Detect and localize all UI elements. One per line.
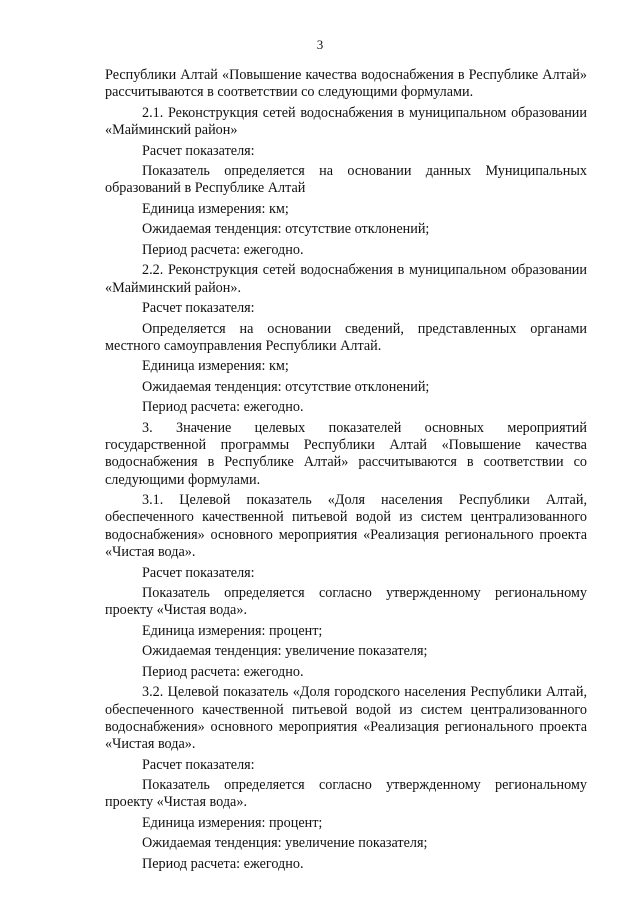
- paragraph: Единица измерения: км;: [142, 358, 289, 375]
- paragraph: Единица измерения: процент;: [142, 622, 323, 639]
- paragraph: Показатель определяется согласно утвержденному региональному проекту «Чистая вода».: [105, 777, 587, 811]
- paragraph: 3.1. Целевой показатель «Доля населения Республики Алтай, обеспеченного качественной питьевой водой из систем централизованного водоснабжения» основного мероприятия «Реализация регионального проекта «Чистая вода».: [105, 492, 587, 561]
- paragraph: Расчет показателя:: [142, 756, 255, 773]
- paragraph: 3.2. Целевой показатель «Доля городского населения Республики Алтай, обеспеченного качественной питьевой водой из систем централизованного водоснабжения» основного мероприятия «Реализация регионального проекта «Чистая вода».: [105, 684, 587, 753]
- paragraph: Расчет показателя:: [142, 142, 255, 159]
- paragraph: Определяется на основании сведений, представленных органами местного самоуправления Республики Алтай.: [105, 320, 587, 354]
- paragraph: Период расчета: ежегодно.: [142, 663, 304, 680]
- paragraph: 2.1. Реконструкция сетей водоснабжения в муниципальном образовании «Майминский район»: [105, 104, 587, 139]
- paragraph: Единица измерения: км;: [142, 200, 289, 217]
- document-body: [105, 67, 587, 873]
- paragraph: Республики Алтай «Повышение качества водоснабжения в Республике Алтай» рассчитываются в соответствии со следующими формулами.: [105, 67, 587, 101]
- paragraph: Период расчета: ежегодно.: [142, 855, 304, 872]
- paragraph: Ожидаемая тенденция: увеличение показателя;: [142, 835, 428, 852]
- paragraph: Ожидаемая тенденция: увеличение показателя;: [142, 643, 428, 660]
- paragraph: Единица измерения: процент;: [142, 814, 323, 831]
- paragraph: Показатель определяется на основании данных Муниципальных образований в Республике Алтай: [105, 163, 587, 197]
- page-number: 3: [316, 37, 324, 52]
- paragraph: Ожидаемая тенденция: отсутствие отклонений;: [142, 221, 430, 238]
- paragraph: 3. Значение целевых показателей основных мероприятий государственной программы Республики Алтай «Повышение качества водоснабжения в Республике Алтай» рассчитываются в соответствии со следующими формулами.: [105, 419, 587, 488]
- paragraph: Расчет показателя:: [142, 300, 255, 317]
- paragraph: 2.2. Реконструкция сетей водоснабжения в муниципальном образовании «Майминский район».: [105, 262, 587, 296]
- paragraph: Расчет показателя:: [142, 564, 255, 581]
- paragraph: Период расчета: ежегодно.: [142, 399, 304, 416]
- paragraph: Ожидаемая тенденция: отсутствие отклонений;: [142, 378, 430, 395]
- paragraph: Период расчета: ежегодно.: [142, 241, 304, 258]
- paragraph: Показатель определяется согласно утвержденному региональному проекту «Чистая вода».: [105, 585, 587, 619]
